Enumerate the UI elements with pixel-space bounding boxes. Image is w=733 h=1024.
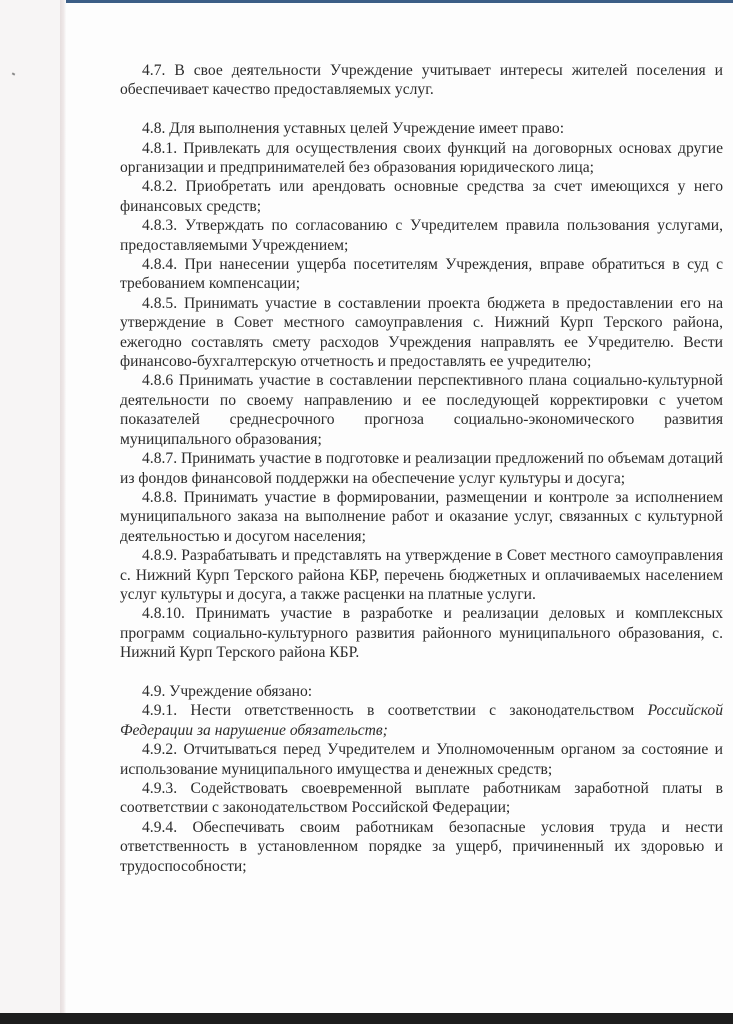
clause-text: 4.8.4. При нанесении ущерба посетителям Учреждения, вправе обратиться в суд с требованием компенсации; xyxy=(120,256,723,293)
clause-text: 4.9.2. Отчитываться перед Учредителем и Уполномоченным органом за состояние и использование муниципального имущества и денежных средств; xyxy=(120,741,723,778)
clause-4-8-7 xyxy=(120,449,723,488)
clause-text: 4.8.9. Разрабатывать и представлять на утверждение в Совет местного самоуправления с. Нижний Курп Терского района КБР, перечень бюджетных и оплачиваемых населением услуг культуры и досуга, а также расценки на платные услуги. xyxy=(120,547,723,603)
clause-4-8-5 xyxy=(120,294,723,372)
clause-4-8 xyxy=(120,119,723,138)
clause-text-italic: Российской Федерации за нарушение обязательств; xyxy=(120,702,723,739)
paragraph-gap xyxy=(120,663,723,682)
clause-4-8-4 xyxy=(120,255,723,294)
clause-text: 4.8. Для выполнения уставных целей Учреждение имеет право: xyxy=(142,120,565,138)
clause-text: 4.8.8. Принимать участие в формировании, размещении и контроле за исполнением муниципального заказа на выполнение работ и оказание услуг, связанных с культурной деятельностью и досугом населения; xyxy=(120,488,723,545)
scan-bottom-edge xyxy=(0,1013,733,1024)
clause-4-9 xyxy=(120,682,723,701)
clause-4-8-10 xyxy=(120,604,723,662)
clause-text: 4.9.1. Нести ответственность в соответствии с законодательством xyxy=(142,702,648,720)
clause-4-8-8 xyxy=(120,488,723,546)
clause-text: 4.8.1. Привлекать для осуществления своих функций на договорных основах другие организации и предпринимателей без образования юридического лица; xyxy=(120,139,723,177)
clause-4-9-1 xyxy=(120,701,723,740)
scan-top-edge xyxy=(66,0,733,3)
clause-4-9-3 xyxy=(120,779,723,818)
clause-text: 4.8.7. Принимать участие в подготовке и реализации предложений по объемам дотаций из фондов финансовой поддержки на обеспечение услуг культуры и досуга; xyxy=(120,450,723,487)
clause-text: 4.8.6 Принимать участие в составлении перспективного плана социально-культурной деятельности по своему направлению и ее последующей корректировки с учетом показателей среднесрочного прогноза социально-экономического развития муниципального образования; xyxy=(120,372,723,448)
clause-4-8-1 xyxy=(120,139,723,178)
clause-4-8-2 xyxy=(120,177,723,216)
clause-text: 4.8.5. Принимать участие в составлении проекта бюджета в предоставлении его на утверждение в Совет местного самоуправления с. Нижний Курп Терского района, ежегодно составлять смету расходов Учреждения направлять ее Учредителю. Вести финансово-бухгалтерскую отчетность и предоставлять ее учредителю; xyxy=(120,294,723,371)
clause-text: 4.7. В свое деятельности Учреждение учитывает интересы жителей поселения и обеспечивает качество предоставляемых услуг. xyxy=(120,62,723,99)
clause-text: 4.9.3. Содействовать своевременной выплате работникам заработной платы в соответствии с законодательством Российской Федерации; xyxy=(120,780,723,817)
clause-text: 4.8.3. Утверждать по согласованию с Учредителем правила пользования услугами, предоставляемыми Учреждением; xyxy=(120,217,723,254)
scan-left-margin xyxy=(0,0,60,1024)
paragraph-gap xyxy=(120,100,723,119)
clause-text: 4.8.10. Принимать участие в разработке и реализации деловых и комплексных программ социально-культурного развития районного муниципального образования, с. Нижний Курп Терского района КБР. xyxy=(120,605,723,662)
clause-text: 4.8.2. Приобретать или арендовать основные средства за счет имеющихся у него финансовых средств; xyxy=(120,178,723,215)
clause-4-8-3 xyxy=(120,216,723,255)
clause-4-9-2 xyxy=(120,740,723,779)
document-body xyxy=(120,61,723,876)
clause-text: 4.9.4. Обеспечивать своим работникам безопасные условия труда и нести ответственность в установленном порядке за ущерб, причиненный их здоровью и трудоспособности; xyxy=(120,818,723,875)
clause-4-9-4 xyxy=(120,818,723,876)
clause-4-8-6 xyxy=(120,371,723,449)
clause-4-8-9 xyxy=(120,546,723,604)
clause-4-7 xyxy=(120,61,723,100)
scan-speck xyxy=(12,72,16,75)
clause-text: 4.9. Учреждение обязано: xyxy=(142,682,313,700)
